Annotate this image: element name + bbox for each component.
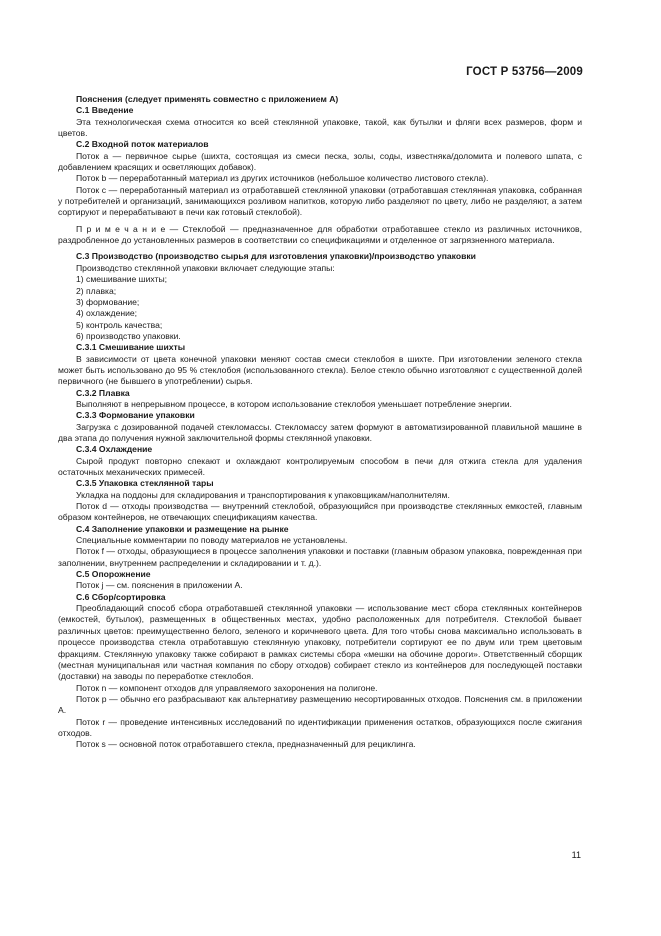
flow-p-paragraph: Поток p — обычно его разбрасывают как альтернативу размещению несортированных отходов. Пояснения см. в приложении А.	[58, 693, 582, 716]
section-c31-title: С.3.1 Смешивание шихты	[76, 342, 186, 353]
list-item: 6) производство упаковки.	[76, 330, 181, 341]
section-c3-title: С.3 Производство (производство сырья для изготовления упаковки)/производство упаковки	[76, 251, 476, 262]
section-c32-text: Выполняют в непрерывном процессе, в котором использование стеклобоя уменьшает потребление энергии.	[76, 398, 512, 409]
section-c1-text: Эта технологическая схема относится ко всей стеклянной упаковке, такой, как бутылки и фляги всех размеров, форм и цветов.	[58, 116, 582, 139]
section-c4-title: С.4 Заполнение упаковки и размещение на рынке	[76, 523, 289, 534]
page-number: 11	[571, 850, 581, 860]
flow-j-paragraph: Поток j — см. пояснения в приложении А.	[76, 580, 243, 591]
section-c35-title: С.3.5 Упаковка стеклянной тары	[76, 478, 214, 489]
note-paragraph: П р и м е ч а н и е — Стеклобой — предназначенное для обработки отработавшее стекло из различных источников, раздробленное до установленных размеров в соответствии со спецификациями и отделенное от загрязненного материала.	[58, 223, 582, 246]
section-c6-title: С.6 Сбор/сортировка	[76, 591, 166, 602]
flow-n-paragraph: Поток n — компонент отходов для управляемого захоронения на полигоне.	[76, 682, 378, 693]
document-body	[58, 94, 582, 751]
section-c31-text: В зависимости от цвета конечной упаковки меняют состав смеси стеклобоя в шихте. При изготовлении зеленого стекла может быть использовано до 95 % стеклобоя (использованного стекла). Белое стекло обычно изготовляют с существенной долей первичного (не бывшего в употреблении) сырья.	[58, 353, 582, 387]
flow-d-paragraph: Поток d — отходы производства — внутренний стеклобой, образующийся при производстве стеклянных емкостей, главным образом контейнеров, не отвечающих спецификациям качества.	[58, 501, 582, 523]
section-c5-title: С.5 Опорожнение	[76, 569, 151, 580]
section-c32-title: С.3.2 Плавка	[76, 387, 130, 398]
section-c2-title: С.2 Входной поток материалов	[76, 139, 209, 150]
section-c3-intro: Производство стеклянной упаковки включает следующие этапы:	[76, 262, 335, 273]
document-id: ГОСТ Р 53756—2009	[466, 66, 583, 78]
list-item: 4) охлаждение;	[76, 308, 138, 319]
section-c33-text: Загрузка с дозированной подачей стекломассы. Стекломассу затем формуют в автоматизированной плавильной машине в два этапа до получения нужной заключительной формы стеклянной упаковки.	[58, 421, 582, 443]
section-c1-title: С.1 Введение	[76, 105, 134, 116]
section-c4-text: Специальные комментарии по поводу материалов не установлены.	[76, 535, 348, 546]
list-item: 2) плавка;	[76, 285, 117, 296]
section-c33-title: С.3.3 Формование упаковки	[76, 410, 195, 421]
flow-c-paragraph: Поток c — переработанный материал из отработавшей стеклянной упаковки (отработавшая стеклянная упаковка, собранная у потребителей и организаций, занимающихся розливом напитков, которую либо разделяют по цвету, либо не разделяют, а затем сортируют и перерабатывают в печи как готовый стеклобой).	[58, 184, 582, 218]
section-c34-text: Сырой продукт повторно спекают и охлаждают контролируемым способом в печи для отжига стекла для удаления остаточных механических примесей.	[58, 455, 582, 477]
flow-r-paragraph: Поток r — проведение интенсивных исследований по идентификации применения остатков, образующихся после сжигания отходов.	[58, 716, 582, 738]
intro-heading: Пояснения (следует применять совместно с приложением А)	[76, 94, 339, 104]
section-c6-text: Преобладающий способ сбора отработавшей стеклянной упаковки — использование мест сбора стеклянных контейнеров (емкостей, бутылок), размещенных в общественных местах, удобно расположенных для потребителя. Стеклобой бывает различных цветов: преимущественно белого, зеленого и коричневого цвета. Для того чтобы снова максимально использовать в процессе производства стекла отработавшую стеклянную упаковку, потребители сортируют ее по двум или трем цветовым фракциям. Стеклянную упаковку также собирают в рамках системы сбора «мешки на обочине дороги». Ответственный сборщик (местная муниципальная или частная компания по сбору отходов) собирает стекло из контейнеров для последующей поставки (доставки) на заводы по переработке стеклобоя.	[58, 603, 582, 682]
section-c35-text: Укладка на поддоны для складирования и транспортирования к упаковщикам/наполнителям.	[76, 489, 450, 500]
list-item: 5) контроль качества;	[76, 319, 163, 330]
flow-s-paragraph: Поток s — основной поток отработавшего стекла, предназначенный для рециклинга.	[76, 739, 416, 750]
list-item: 3) формование;	[76, 296, 140, 307]
section-c34-title: С.3.4 Охлаждение	[76, 444, 153, 455]
flow-f-paragraph: Поток f — отходы, образующиеся в процессе заполнения упаковки и поставки (главным образом упаковка, поврежденная при заполнении, внутреннем распределении и складировании и т. д.).	[58, 546, 582, 568]
flow-b-paragraph: Поток b — переработанный материал из других источников (небольшое количество листового стекла).	[76, 173, 489, 184]
list-item: 1) смешивание шихты;	[76, 274, 168, 285]
flow-a-paragraph: Поток a — первичное сырье (шихта, состоящая из смеси песка, золы, соды, известняка/доломита и полевого шпата, с добавлением красящих и осветляющих добавок).	[58, 150, 582, 173]
